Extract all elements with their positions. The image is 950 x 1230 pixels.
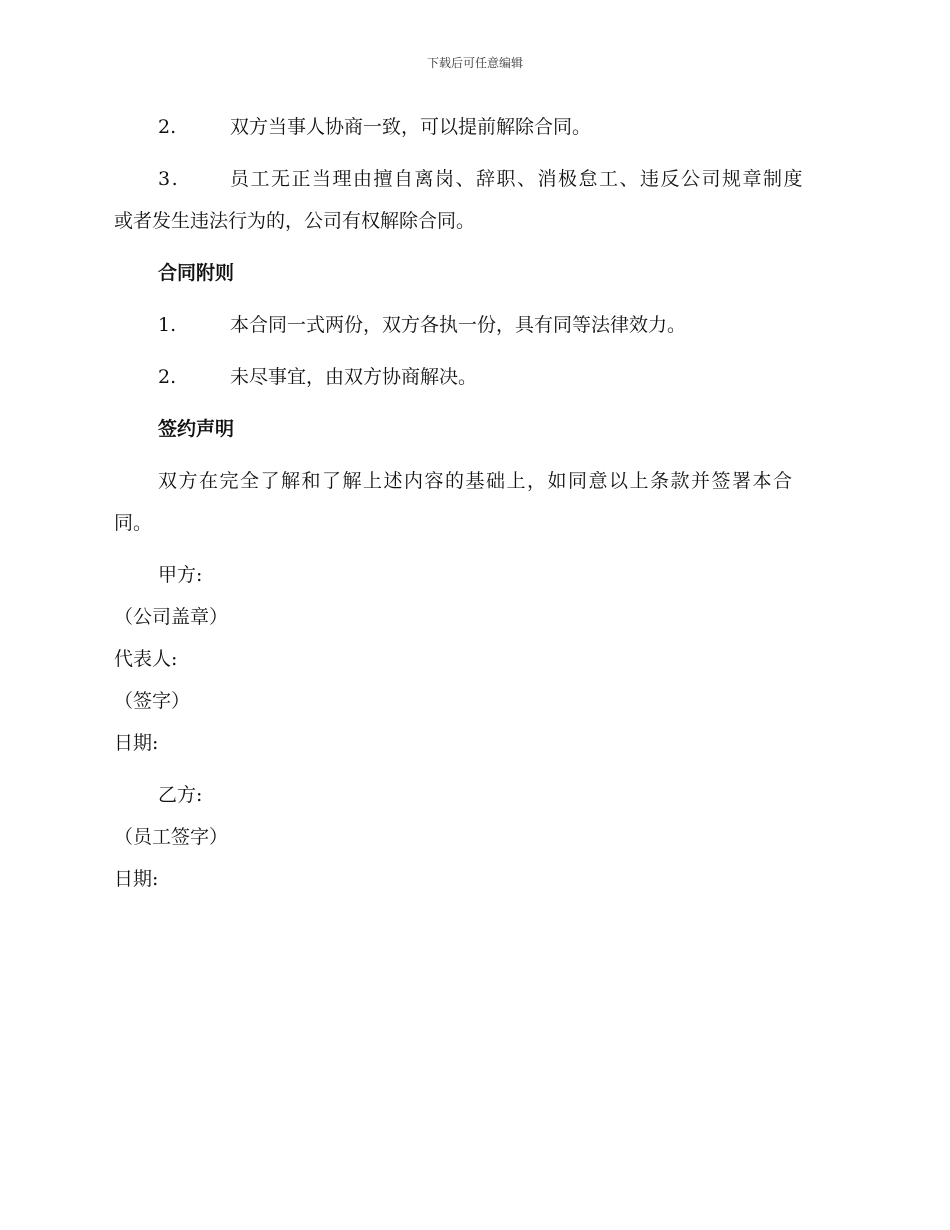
termination-item-2 [114, 106, 834, 148]
party-a-signature: （签字） [114, 690, 191, 712]
section-heading-supplementary: 合同附则 [158, 262, 235, 284]
signing-statement-line1: 双方在完全了解和了解上述内容的基础上，如同意以上条款并签署本合 [158, 470, 794, 492]
item-text: 未尽事宜，由双方协商解决。 [230, 366, 478, 388]
item-text: 本合同一式两份，双方各执一份，具有同等法律效力。 [230, 314, 687, 336]
party-a-seal: （公司盖章） [114, 606, 229, 628]
page-header-note: 下载后可任意编辑 [426, 56, 523, 70]
termination-item-3-continued [114, 200, 834, 242]
party-b-label: 乙方: [158, 784, 203, 806]
item-number: 3. [158, 168, 180, 190]
party-a-label: 甲方: [158, 564, 203, 586]
party-b-date: 日期: [114, 868, 159, 890]
item-number: 2. [158, 366, 177, 388]
signing-statement-line2: 同。 [114, 512, 153, 534]
supplementary-item-1 [114, 304, 834, 346]
party-a-date: 日期: [114, 732, 159, 754]
supplementary-item-2 [114, 356, 834, 398]
party-a-representative: 代表人: [114, 648, 178, 670]
party-b-signature: （员工签字） [114, 826, 229, 848]
item-text-line1: 员工无正当理由擅自离岗、辞职、消极怠工、违反公司规章制度 [230, 168, 805, 190]
item-text-line2: 或者发生违法行为的，公司有权解除合同。 [114, 210, 476, 232]
item-number: 1. [158, 314, 177, 336]
section-heading-signing: 签约声明 [158, 418, 235, 440]
item-number: 2. [158, 116, 177, 138]
termination-item-3 [114, 158, 834, 200]
item-text: 双方当事人协商一致，可以提前解除合同。 [230, 116, 592, 138]
